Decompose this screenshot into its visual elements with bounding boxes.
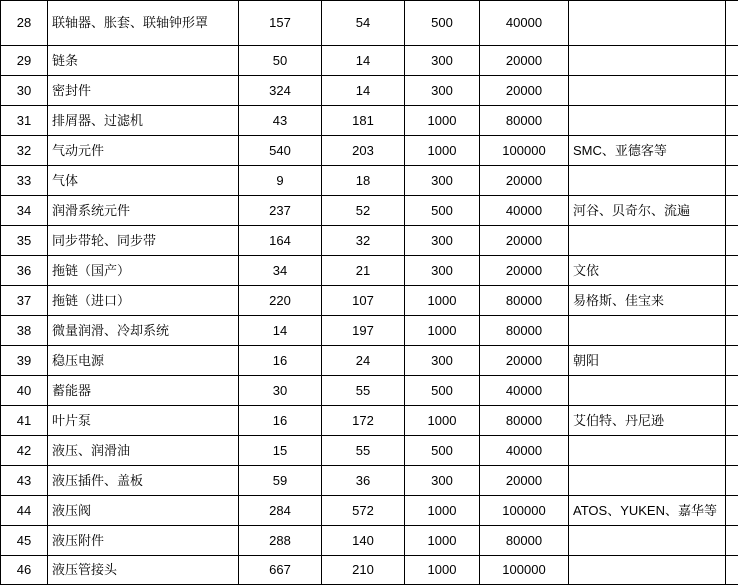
cell-max: 20000 (480, 76, 569, 106)
table-row[interactable] (1, 76, 738, 106)
cell-name: 同步带轮、同步带 (48, 226, 239, 256)
cell-max: 80000 (480, 526, 569, 556)
cell-index: 46 (1, 556, 48, 585)
cell-tail (726, 136, 738, 166)
table-row[interactable] (1, 436, 738, 466)
cell-quantity: 203 (322, 136, 405, 166)
cell-min: 1000 (405, 286, 480, 316)
cell-quantity: 36 (322, 466, 405, 496)
cell-min: 300 (405, 46, 480, 76)
cell-note (569, 526, 726, 556)
cell-min: 300 (405, 346, 480, 376)
cell-index: 43 (1, 466, 48, 496)
cell-quantity: 140 (322, 526, 405, 556)
cell-min: 500 (405, 196, 480, 226)
cell-name: 液压、润滑油 (48, 436, 239, 466)
cell-number: 284 (239, 496, 322, 526)
cell-tail (726, 256, 738, 286)
cell-min: 300 (405, 166, 480, 196)
cell-max: 40000 (480, 436, 569, 466)
cell-tail (726, 526, 738, 556)
cell-max: 20000 (480, 226, 569, 256)
cell-tail (726, 556, 738, 585)
table-row[interactable] (1, 406, 738, 436)
cell-max: 20000 (480, 166, 569, 196)
cell-max: 20000 (480, 346, 569, 376)
cell-note: ATOS、YUKEN、嘉华等 (569, 496, 726, 526)
cell-tail (726, 436, 738, 466)
cell-name: 润滑系统元件 (48, 196, 239, 226)
cell-max: 100000 (480, 556, 569, 585)
cell-number: 14 (239, 316, 322, 346)
cell-index: 45 (1, 526, 48, 556)
cell-name: 气动元件 (48, 136, 239, 166)
cell-note: 易格斯、佳宝来 (569, 286, 726, 316)
cell-min: 1000 (405, 106, 480, 136)
table-row[interactable] (1, 346, 738, 376)
cell-index: 42 (1, 436, 48, 466)
cell-name: 链条 (48, 46, 239, 76)
cell-quantity: 21 (322, 256, 405, 286)
cell-note (569, 556, 726, 585)
cell-min: 300 (405, 76, 480, 106)
cell-tail (726, 226, 738, 256)
cell-tail (726, 106, 738, 136)
cell-number: 43 (239, 106, 322, 136)
table-row[interactable] (1, 496, 738, 526)
cell-min: 500 (405, 436, 480, 466)
table-row[interactable] (1, 316, 738, 346)
cell-index: 40 (1, 376, 48, 406)
cell-quantity: 18 (322, 166, 405, 196)
cell-number: 220 (239, 286, 322, 316)
cell-quantity: 172 (322, 406, 405, 436)
cell-number: 288 (239, 526, 322, 556)
cell-name: 液压阀 (48, 496, 239, 526)
cell-note (569, 466, 726, 496)
cell-name: 气体 (48, 166, 239, 196)
cell-quantity: 210 (322, 556, 405, 585)
cell-quantity: 24 (322, 346, 405, 376)
cell-note: SMC、亚德客等 (569, 136, 726, 166)
cell-note (569, 376, 726, 406)
cell-tail (726, 196, 738, 226)
cell-number: 9 (239, 166, 322, 196)
cell-index: 41 (1, 406, 48, 436)
cell-min: 1000 (405, 496, 480, 526)
cell-min: 300 (405, 466, 480, 496)
cell-name: 液压附件 (48, 526, 239, 556)
cell-name: 排屑器、过滤机 (48, 106, 239, 136)
cell-tail (726, 466, 738, 496)
cell-name: 拖链（进口） (48, 286, 239, 316)
table-row[interactable] (1, 256, 738, 286)
cell-name: 叶片泵 (48, 406, 239, 436)
table-row[interactable] (1, 556, 738, 585)
cell-name: 联轴器、胀套、联轴钟形罩 (48, 1, 239, 46)
cell-tail (726, 346, 738, 376)
cell-name: 拖链（国产） (48, 256, 239, 286)
cell-max: 80000 (480, 286, 569, 316)
cell-tail (726, 376, 738, 406)
cell-index: 44 (1, 496, 48, 526)
cell-min: 300 (405, 256, 480, 286)
cell-min: 500 (405, 376, 480, 406)
cell-number: 237 (239, 196, 322, 226)
cell-tail (726, 496, 738, 526)
cell-tail (726, 406, 738, 436)
cell-number: 157 (239, 1, 322, 46)
cell-min: 300 (405, 226, 480, 256)
cell-quantity: 14 (322, 76, 405, 106)
cell-quantity: 572 (322, 496, 405, 526)
cell-index: 34 (1, 196, 48, 226)
cell-min: 1000 (405, 556, 480, 585)
cell-note: 朝阳 (569, 346, 726, 376)
cell-note: 河谷、贝奇尔、流遍 (569, 196, 726, 226)
cell-index: 33 (1, 166, 48, 196)
table-row[interactable] (1, 196, 738, 226)
cell-number: 324 (239, 76, 322, 106)
cell-number: 16 (239, 406, 322, 436)
cell-name: 微量润滑、冷却系统 (48, 316, 239, 346)
cell-max: 40000 (480, 1, 569, 46)
cell-note (569, 226, 726, 256)
cell-number: 667 (239, 556, 322, 585)
cell-quantity: 52 (322, 196, 405, 226)
table-row[interactable] (1, 46, 738, 76)
cell-quantity: 107 (322, 286, 405, 316)
cell-number: 30 (239, 376, 322, 406)
cell-number: 15 (239, 436, 322, 466)
cell-min: 1000 (405, 136, 480, 166)
cell-quantity: 197 (322, 316, 405, 346)
cell-number: 50 (239, 46, 322, 76)
cell-max: 80000 (480, 406, 569, 436)
cell-index: 38 (1, 316, 48, 346)
cell-max: 20000 (480, 256, 569, 286)
cell-note (569, 106, 726, 136)
table-row[interactable] (1, 136, 738, 166)
table-row[interactable] (1, 1, 738, 46)
cell-tail (726, 166, 738, 196)
cell-note (569, 76, 726, 106)
cell-tail (726, 1, 738, 46)
cell-tail (726, 316, 738, 346)
cell-min: 1000 (405, 406, 480, 436)
cell-index: 37 (1, 286, 48, 316)
cell-note (569, 316, 726, 346)
cell-tail (726, 286, 738, 316)
cell-max: 40000 (480, 376, 569, 406)
cell-quantity: 14 (322, 46, 405, 76)
cell-note: 艾伯特、丹尼逊 (569, 406, 726, 436)
cell-tail (726, 46, 738, 76)
table-row[interactable] (1, 226, 738, 256)
cell-note (569, 1, 726, 46)
cell-name: 液压插件、盖板 (48, 466, 239, 496)
cell-index: 28 (1, 1, 48, 46)
cell-max: 20000 (480, 466, 569, 496)
table-body (1, 1, 738, 585)
cell-index: 32 (1, 136, 48, 166)
cell-name: 密封件 (48, 76, 239, 106)
table-row[interactable] (1, 466, 738, 496)
cell-note (569, 166, 726, 196)
cell-quantity: 55 (322, 436, 405, 466)
cell-min: 1000 (405, 316, 480, 346)
cell-note: 文依 (569, 256, 726, 286)
cell-index: 35 (1, 226, 48, 256)
cell-min: 1000 (405, 526, 480, 556)
table-row[interactable] (1, 286, 738, 316)
cell-tail (726, 76, 738, 106)
table-row[interactable] (1, 166, 738, 196)
cell-number: 59 (239, 466, 322, 496)
cell-note (569, 46, 726, 76)
cell-index: 30 (1, 76, 48, 106)
cell-number: 540 (239, 136, 322, 166)
cell-index: 39 (1, 346, 48, 376)
cell-name: 液压管接头 (48, 556, 239, 585)
cell-max: 100000 (480, 136, 569, 166)
cell-max: 40000 (480, 196, 569, 226)
cell-number: 16 (239, 346, 322, 376)
cell-number: 34 (239, 256, 322, 286)
cell-name: 稳压电源 (48, 346, 239, 376)
cell-max: 80000 (480, 316, 569, 346)
cell-quantity: 55 (322, 376, 405, 406)
table-row[interactable] (1, 106, 738, 136)
cell-name: 蓄能器 (48, 376, 239, 406)
cell-min: 500 (405, 1, 480, 46)
cell-max: 80000 (480, 106, 569, 136)
cell-quantity: 181 (322, 106, 405, 136)
cell-index: 36 (1, 256, 48, 286)
cell-index: 31 (1, 106, 48, 136)
cell-quantity: 54 (322, 1, 405, 46)
cell-index: 29 (1, 46, 48, 76)
cell-quantity: 32 (322, 226, 405, 256)
table-row[interactable] (1, 526, 738, 556)
table-row[interactable] (1, 376, 738, 406)
cell-max: 20000 (480, 46, 569, 76)
cell-note (569, 436, 726, 466)
cell-number: 164 (239, 226, 322, 256)
cell-max: 100000 (480, 496, 569, 526)
